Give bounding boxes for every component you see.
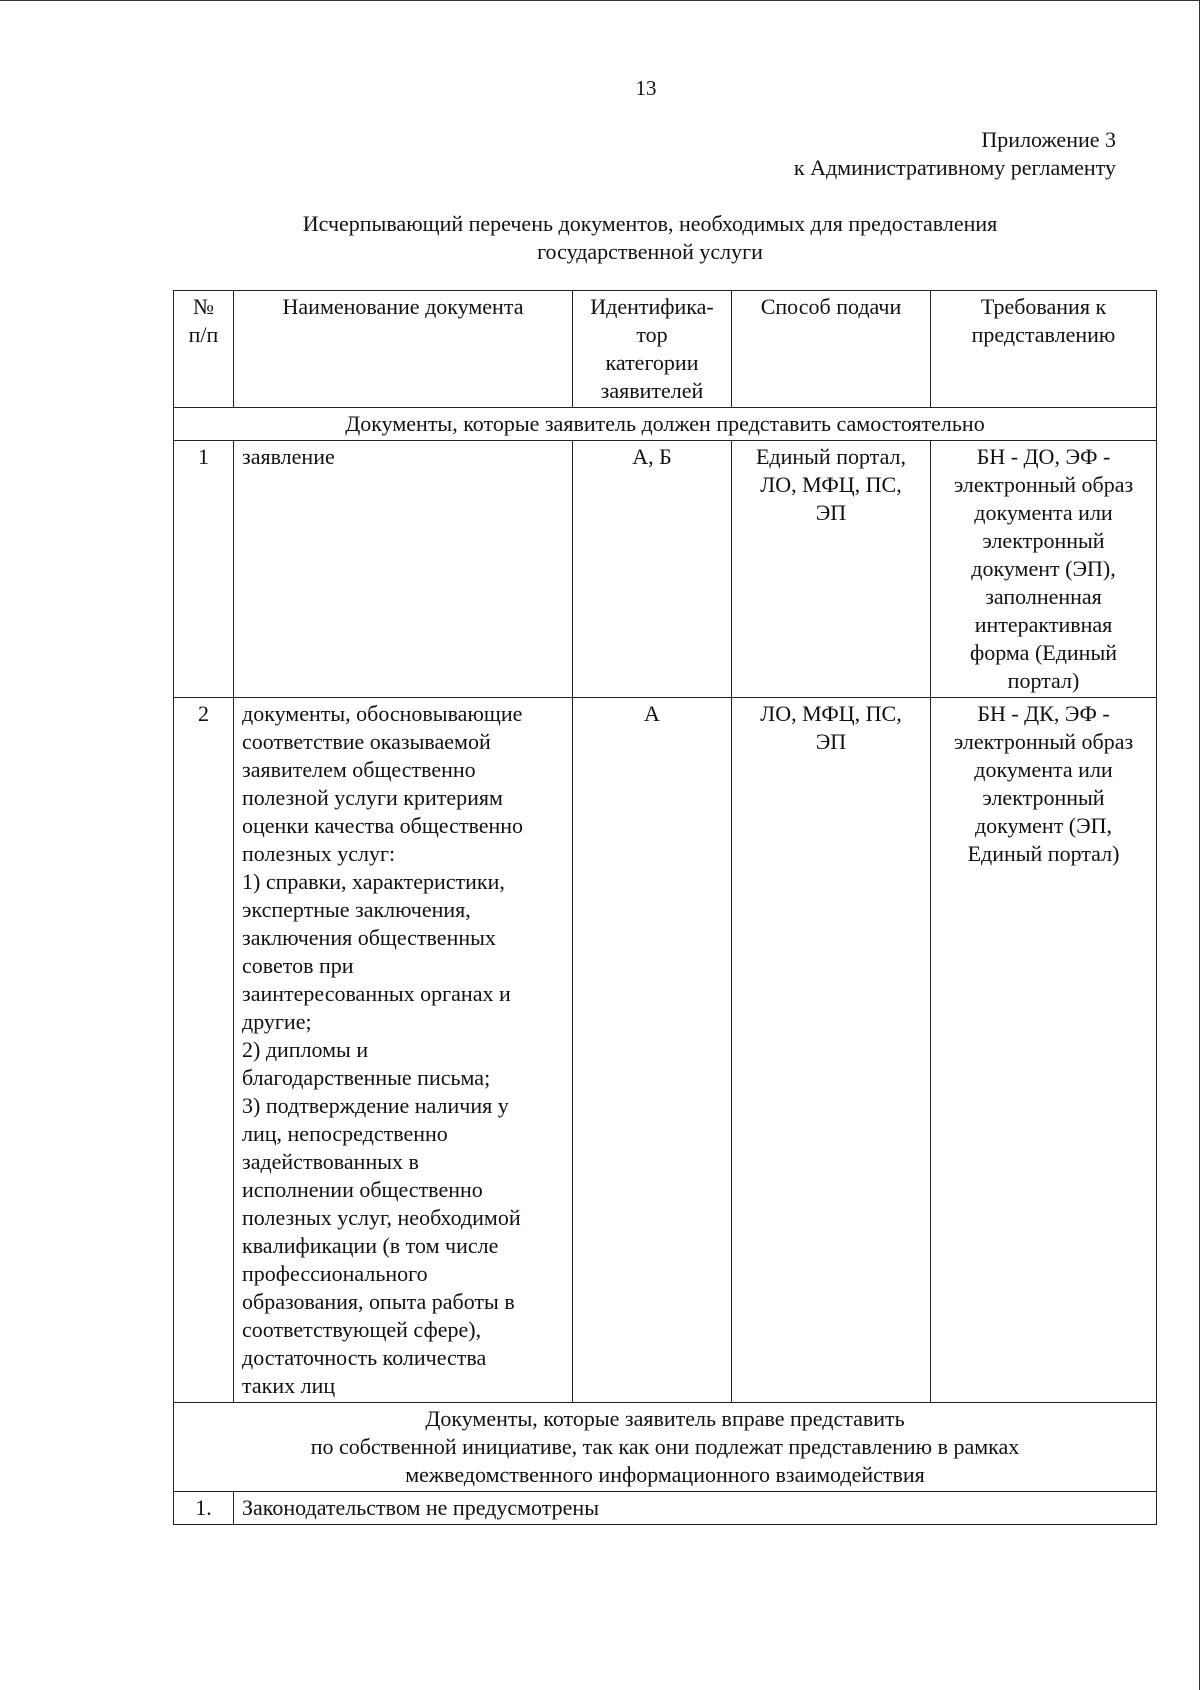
row-document-name: заявление: [234, 441, 573, 698]
header-requirements: Требования к представлению: [931, 291, 1157, 408]
row-requirements: БН - ДО, ЭФ - электронный образ документа или электронный документ (ЭП), заполненная интерактивная форма (Единый портал): [931, 441, 1157, 698]
row-num: 2: [174, 698, 234, 1403]
appendix-caption: [794, 126, 1116, 182]
title-line-1: Исчерпывающий перечень документов, необходимых для предоставления: [302, 211, 998, 236]
document-title: [170, 210, 1130, 266]
documents-table: [173, 290, 1157, 1525]
row-document-name: Законодательством не предусмотрены: [234, 1492, 1157, 1525]
section-title-optional: Документы, которые заявитель вправе представить по собственной инициативе, так как они подлежат представлению в рамках межведомственного информационного взаимодействия: [174, 1403, 1157, 1492]
section-title-mandatory: Документы, которые заявитель должен представить самостоятельно: [174, 408, 1157, 441]
header-name: Наименование документа: [234, 291, 573, 408]
row-num: 1: [174, 441, 234, 698]
row-requirements: БН - ДК, ЭФ - электронный образ документа или электронный документ (ЭП, Единый портал): [931, 698, 1157, 1403]
header-num: № п/п: [174, 291, 234, 408]
header-identifier: Идентифика- тор категории заявителей: [573, 291, 732, 408]
table-header-row: [174, 291, 1157, 408]
appendix-line-2: к Административному регламенту: [793, 155, 1116, 180]
row-method: Единый портал, ЛО, МФЦ, ПС, ЭП: [732, 441, 931, 698]
header-method: Способ подачи: [732, 291, 931, 408]
row-document-name: документы, обосновывающие соответствие оказываемой заявителем общественно полезной услуги критериям оценки качества общественно полезных услуг: 1) справки, характеристики, экспертные заключения, заключения общественных советов при заинтересованных органах и другие; 2) дипломы и благодарственные письма; 3) подтверждение наличия у лиц, непосредственно задействованных в исполнении общественно полезных услуг, необходимой квалификации (в том числе профессионального образования, опыта работы в соответствующей сфере), достаточность количества таких лиц: [234, 698, 573, 1403]
row-identifier: А: [573, 698, 732, 1403]
table-row: [174, 698, 1157, 1403]
section-row-optional: [174, 1403, 1157, 1492]
row-identifier: А, Б: [573, 441, 732, 698]
row-num: 1.: [174, 1492, 234, 1525]
table-row: [174, 1492, 1157, 1525]
title-line-2: государственной услуги: [537, 239, 763, 264]
scan-edge-top: [0, 0, 1200, 1]
table-row: [174, 441, 1157, 698]
row-method: ЛО, МФЦ, ПС, ЭП: [732, 698, 931, 1403]
appendix-line-1: Приложение 3: [981, 127, 1116, 152]
section-row-mandatory: [174, 408, 1157, 441]
page-number: 13: [635, 76, 657, 100]
